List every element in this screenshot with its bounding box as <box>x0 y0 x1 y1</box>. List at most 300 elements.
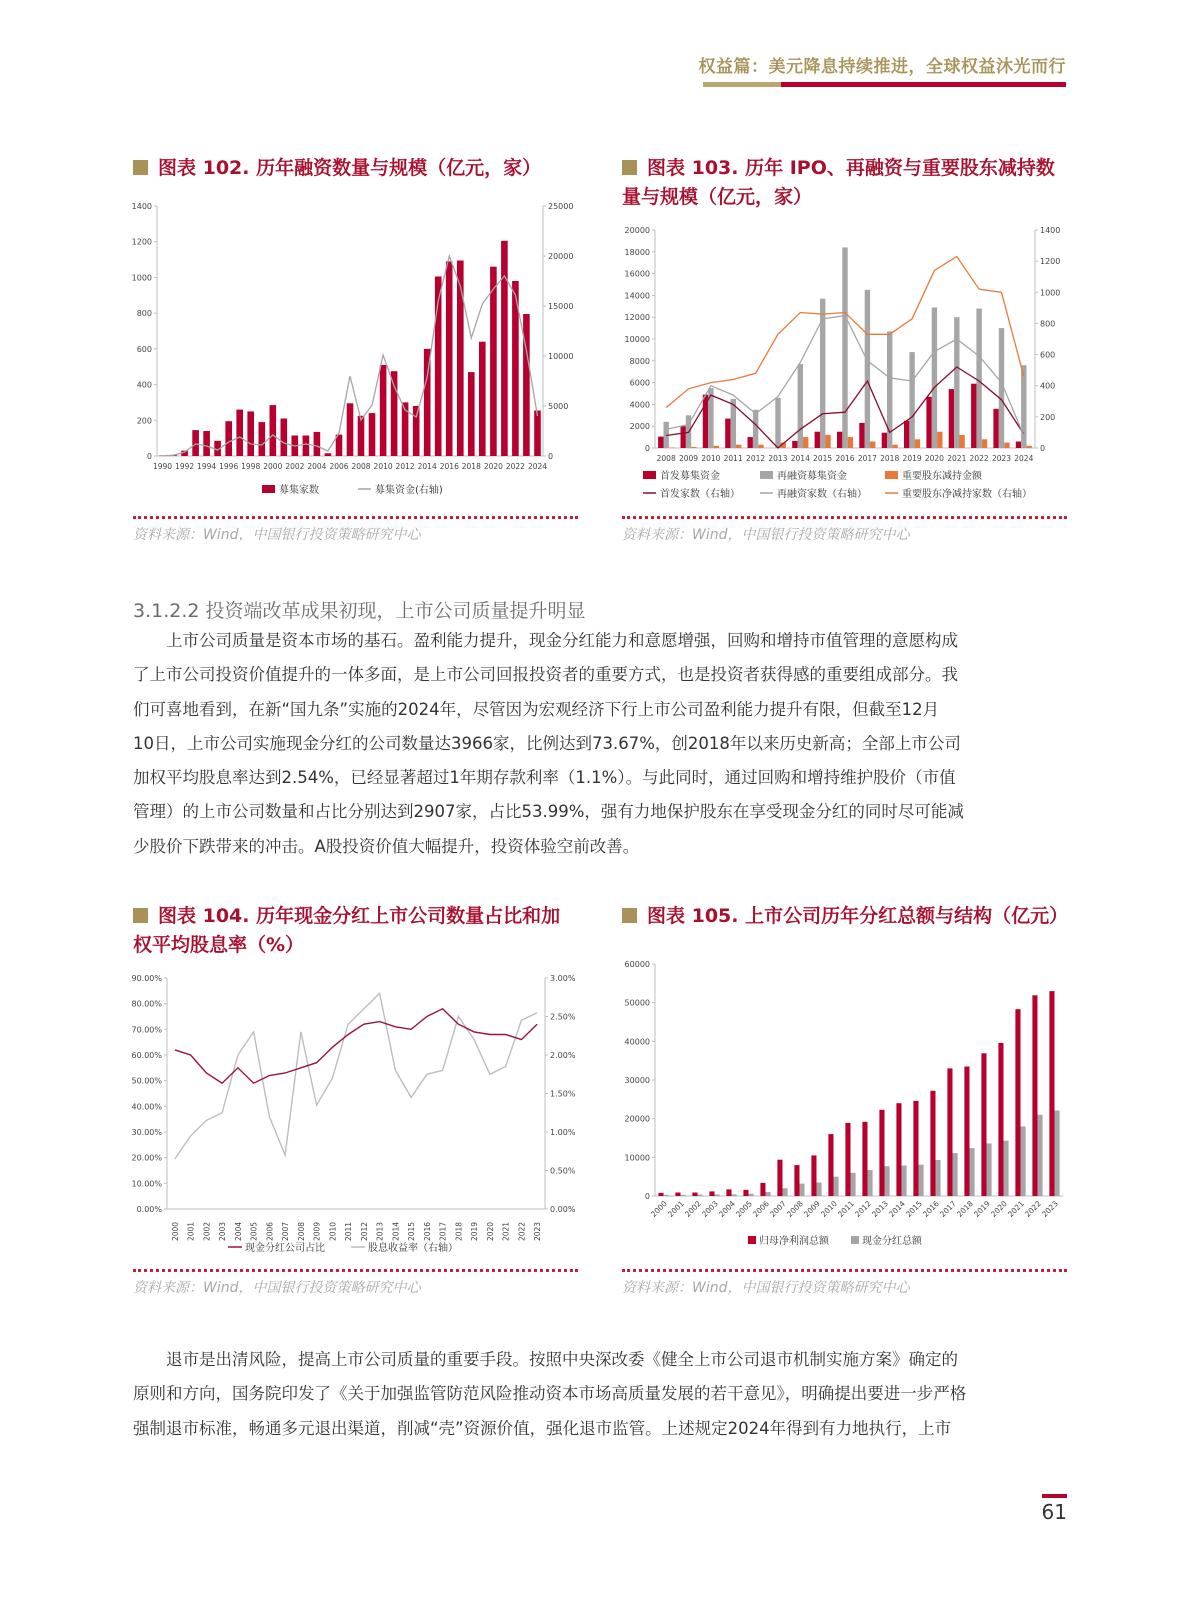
bar-重要股东减持金额 <box>1027 446 1032 448</box>
legend-label: 现金分红公司占比 <box>245 1243 325 1254</box>
paragraph-1 <box>133 624 1068 864</box>
x-tick-label: 2001 <box>666 1199 686 1219</box>
bar-归母净利润总额 <box>862 1122 867 1196</box>
y-tick-label-right: 800 <box>1040 319 1056 329</box>
y-tick-label: 40000 <box>624 1037 650 1047</box>
y-tick-label-right: 10000 <box>548 352 574 361</box>
x-tick-label: 2020 <box>485 1221 495 1241</box>
y-tick-label-right: 1.50% <box>550 1089 576 1099</box>
y-tick-label-left: 1200 <box>131 237 152 247</box>
x-tick-label: 2020 <box>989 1199 1009 1219</box>
y-tick-label-left: 10000 <box>624 335 650 344</box>
bar-归母净利润总额 <box>981 1053 986 1196</box>
y-tick-label-right: 15000 <box>548 302 574 311</box>
bar-首发募集资金 <box>904 421 909 448</box>
bar-募集家数 <box>358 416 365 456</box>
bar-现金分红总额 <box>970 1148 975 1196</box>
chart102-title: 图表 102. 历年融资数量与规模（亿元，家） <box>133 154 541 183</box>
bar-归母净利润总额 <box>964 1067 969 1197</box>
x-tick-label: 2020 <box>483 462 503 471</box>
bar-募集家数 <box>380 365 387 456</box>
y-tick-label-right: 0 <box>548 452 554 461</box>
x-tick-label: 2000 <box>170 1221 180 1241</box>
legend-swatch-募集家数 <box>262 485 275 493</box>
chart103 <box>615 220 1070 510</box>
x-tick-label: 2020 <box>924 454 944 463</box>
x-tick-label: 2021 <box>501 1221 511 1241</box>
bar-现金分红总额 <box>919 1165 924 1196</box>
x-tick-label: 2021 <box>947 454 967 463</box>
bar-再融资募集资金 <box>976 309 981 449</box>
bar-首发募集资金 <box>703 395 708 448</box>
bar-重要股东减持金额 <box>803 437 808 448</box>
bar-募集家数 <box>413 406 420 456</box>
bar-募集家数 <box>270 405 277 456</box>
bar-募集家数 <box>479 342 486 456</box>
bar-募集家数 <box>534 411 541 457</box>
y-tick-label-left: 600 <box>136 344 152 354</box>
bar-首发募集资金 <box>1016 442 1021 449</box>
bar-募集家数 <box>192 430 199 456</box>
bar-首发募集资金 <box>882 433 887 448</box>
bar-归母净利润总额 <box>1049 991 1054 1196</box>
bar-再融资募集资金 <box>842 247 847 448</box>
bar-募集家数 <box>457 261 464 457</box>
legend-label: 归母净利润总额 <box>759 1236 829 1247</box>
bar-归母净利润总额 <box>743 1190 748 1196</box>
bar-归母净利润总额 <box>998 1043 1003 1196</box>
bar-现金分红总额 <box>1055 1111 1060 1197</box>
x-tick-label: 2017 <box>938 1199 958 1219</box>
x-tick-label: 2022 <box>505 462 525 471</box>
bar-现金分红总额 <box>987 1143 992 1196</box>
y-tick-label-left: 200 <box>136 416 152 426</box>
bar-重要股东减持金额 <box>982 439 987 448</box>
x-tick-label: 2004 <box>233 1221 243 1241</box>
x-tick-label: 2009 <box>678 454 699 463</box>
x-tick-label: 2023 <box>991 454 1012 463</box>
bar-重要股东减持金额 <box>848 437 853 448</box>
bar-现金分红总额 <box>885 1166 890 1196</box>
bar-募集家数 <box>523 314 530 456</box>
bar-首发募集资金 <box>859 423 864 448</box>
y-tick-label-left: 90.00% <box>131 974 162 983</box>
y-tick-label-right: 0.00% <box>550 1205 576 1214</box>
bar-首发募集资金 <box>993 409 998 448</box>
bar-现金分红总额 <box>732 1194 737 1196</box>
bar-归母净利润总额 <box>709 1191 714 1196</box>
chart102-source: 资料来源：Wind，中国银行投资策略研究中心 <box>133 527 421 543</box>
x-tick-label: 2012 <box>395 462 415 471</box>
bar-首发募集资金 <box>837 432 842 448</box>
x-tick-label: 2012 <box>746 454 766 463</box>
y-tick-label-right: 25000 <box>548 202 574 211</box>
y-tick-label-left: 18000 <box>624 247 650 257</box>
y-tick-label-left: 20.00% <box>131 1153 162 1163</box>
bar-首发募集资金 <box>658 437 663 448</box>
bar-归母净利润总额 <box>811 1155 816 1196</box>
title-marker-icon <box>622 160 637 175</box>
x-tick-label: 1990 <box>152 462 173 471</box>
bar-首发募集资金 <box>926 397 931 448</box>
bar-现金分红总额 <box>1004 1141 1009 1196</box>
legend-swatch <box>643 471 656 479</box>
legend-label: 募集家数 <box>279 485 319 496</box>
bar-募集家数 <box>391 371 398 456</box>
bar-归母净利润总额 <box>675 1193 680 1197</box>
bar-再融资募集资金 <box>1021 365 1026 448</box>
paragraph-line: 加权平均股息率达到2.54%，已经显著超过1年期存款利率（1.1%）。与此同时，通过回购和增持维护股价（市值 <box>133 768 956 788</box>
x-tick-label: 2000 <box>649 1199 669 1219</box>
legend-swatch <box>760 471 773 479</box>
bar-现金分红总额 <box>936 1160 941 1196</box>
x-tick-label: 2015 <box>813 454 833 463</box>
x-tick-label: 2012 <box>853 1199 873 1219</box>
x-tick-label: 2010 <box>701 454 721 463</box>
chart105 <box>615 955 1070 1255</box>
x-tick-label: 2017 <box>857 454 877 463</box>
bar-归母净利润总额 <box>1015 1009 1020 1196</box>
paragraph-line: 原则和方向，国务院印发了《关于加强监管防范风险推动资本市场高质量发展的若干意见》，明确提出要进一步严格 <box>133 1384 967 1404</box>
x-tick-label: 1996 <box>219 462 239 471</box>
line-现金分红公司占比 <box>175 1009 537 1083</box>
bar-重要股东减持金额 <box>714 446 719 448</box>
x-tick-label: 2008 <box>351 462 371 471</box>
bar-现金分红总额 <box>664 1195 669 1196</box>
y-tick-label: 20000 <box>624 1114 650 1124</box>
legend-label: 再融资募集资金 <box>777 471 847 482</box>
bar-募集家数 <box>203 431 210 456</box>
x-tick-label: 2006 <box>751 1199 771 1219</box>
x-tick-label: 2010 <box>819 1199 839 1219</box>
x-tick-label: 2014 <box>790 454 810 463</box>
bar-现金分红总额 <box>851 1173 856 1196</box>
y-tick-label-right: 2.00% <box>550 1051 576 1060</box>
y-tick-label-right: 0 <box>1040 444 1046 453</box>
x-tick-label: 2016 <box>835 454 855 463</box>
y-tick-label-right: 1.00% <box>550 1128 576 1137</box>
bar-现金分红总额 <box>953 1153 958 1196</box>
y-tick-label-left: 80.00% <box>131 999 162 1009</box>
bar-募集家数 <box>281 419 288 457</box>
bar-归母净利润总额 <box>896 1103 901 1196</box>
bar-重要股东减持金额 <box>1004 443 1009 448</box>
bar-首发募集资金 <box>792 441 797 448</box>
x-tick-label: 2023 <box>1040 1199 1060 1219</box>
bar-首发募集资金 <box>681 426 686 448</box>
y-tick-label: 0 <box>644 1192 650 1201</box>
x-tick-label: 2014 <box>887 1199 907 1219</box>
x-tick-label: 2003 <box>700 1199 720 1219</box>
bar-重要股东减持金额 <box>736 445 741 448</box>
bar-再融资募集资金 <box>954 317 959 448</box>
x-tick-label: 2024 <box>527 462 548 471</box>
x-tick-label: 2006 <box>265 1221 275 1241</box>
x-tick-label: 2022 <box>517 1221 527 1241</box>
bar-募集家数 <box>468 372 475 456</box>
bar-现金分红总额 <box>1038 1115 1043 1196</box>
bar-募集家数 <box>236 410 243 456</box>
legend-swatch <box>748 1236 756 1244</box>
bar-重要股东减持金额 <box>915 439 920 448</box>
y-tick-label-left: 70.00% <box>131 1025 162 1035</box>
legend-label: 首发募集资金 <box>660 471 720 482</box>
bar-归母净利润总额 <box>913 1101 918 1196</box>
bar-募集家数 <box>303 436 310 457</box>
x-tick-label: 2008 <box>296 1221 306 1241</box>
y-tick-label-left: 1000 <box>131 273 152 283</box>
y-tick-label: 60000 <box>624 960 650 969</box>
bar-现金分红总额 <box>698 1195 703 1196</box>
y-tick-label: 50000 <box>624 998 650 1008</box>
x-tick-label: 1994 <box>197 462 217 471</box>
bar-募集家数 <box>225 421 232 456</box>
bar-首发募集资金 <box>725 419 730 448</box>
y-tick-label-left: 0.00% <box>136 1205 162 1214</box>
bar-募集家数 <box>446 261 453 456</box>
paragraph-line: 强制退市标准，畅通多元退出渠道，削减“壳”资源价值，强化退市监管。上述规定2024年得到有力地执行，上市 <box>133 1418 952 1438</box>
bar-重要股东减持金额 <box>892 445 897 448</box>
x-tick-label: 2004 <box>307 462 327 471</box>
y-tick-label: 10000 <box>624 1153 650 1163</box>
x-tick-label: 2010 <box>328 1221 338 1241</box>
bar-现金分红总额 <box>681 1195 686 1196</box>
chart104-title: 图表 104. 历年现金分红上市公司数量占比和加 权平均股息率（%） <box>133 905 561 956</box>
y-tick-label-left: 40.00% <box>131 1102 162 1112</box>
y-tick-label-left: 0 <box>644 444 650 453</box>
chart104 <box>125 968 585 1263</box>
bar-归母净利润总额 <box>1032 995 1037 1196</box>
paragraph-line: 了上市公司投资价值提升的一体多面，是上市公司回报投资者的重要方式，也是投资者获得感的重要组成部分。我 <box>133 665 958 685</box>
x-tick-label: 2021 <box>1006 1199 1026 1219</box>
bar-再融资募集资金 <box>798 364 803 448</box>
y-tick-label-left: 6000 <box>629 378 650 388</box>
x-tick-label: 2006 <box>329 462 349 471</box>
x-tick-label: 1992 <box>175 462 195 471</box>
x-tick-label: 2024 <box>1014 454 1034 463</box>
x-tick-label: 1998 <box>241 462 261 471</box>
x-tick-label: 2015 <box>407 1221 417 1241</box>
bar-归母净利润总额 <box>658 1193 663 1196</box>
bar-募集家数 <box>259 422 266 456</box>
title-marker-icon <box>622 908 637 923</box>
x-tick-label: 2010 <box>373 462 393 471</box>
chart104-divider <box>133 1269 578 1272</box>
y-tick-label-left: 50.00% <box>131 1076 162 1086</box>
bar-再融资募集资金 <box>753 410 758 448</box>
paragraph-line: 退市是出清风险，提高上市公司质量的重要手段。按照中央深改委《健全上市公司退市机制实施方案》确定的 <box>166 1350 958 1369</box>
bar-首发募集资金 <box>949 389 954 448</box>
x-tick-label: 2001 <box>186 1221 196 1241</box>
bar-重要股东减持金额 <box>870 442 875 449</box>
header-divider-gold <box>703 82 781 87</box>
x-tick-label: 2018 <box>454 1221 464 1241</box>
bar-归母净利润总额 <box>692 1193 697 1197</box>
y-tick-label-left: 10.00% <box>131 1179 162 1189</box>
legend-swatch <box>851 1236 859 1244</box>
y-tick-label-right: 200 <box>1040 412 1056 422</box>
x-tick-label: 2011 <box>344 1221 354 1241</box>
x-tick-label: 2012 <box>359 1221 369 1241</box>
x-tick-label: 2013 <box>375 1221 385 1241</box>
bar-现金分红总额 <box>766 1192 771 1196</box>
bar-募集家数 <box>369 413 376 456</box>
legend-label: 再融资家数（右轴） <box>777 489 867 500</box>
bar-再融资募集资金 <box>932 307 937 448</box>
bar-重要股东减持金额 <box>825 435 830 448</box>
x-tick-label: 2019 <box>902 454 922 463</box>
x-tick-label: 2018 <box>880 454 900 463</box>
header-title: 权益篇：美元降息持续推进，全球权益沐光而行 <box>698 57 1066 77</box>
bar-归母净利润总额 <box>794 1165 799 1196</box>
bar-首发募集资金 <box>971 384 976 448</box>
bar-现金分红总额 <box>800 1184 805 1196</box>
x-tick-label: 2015 <box>904 1199 924 1219</box>
bar-重要股东减持金额 <box>669 448 674 449</box>
bar-现金分红总额 <box>1021 1126 1026 1196</box>
x-tick-label: 2014 <box>391 1221 401 1241</box>
bar-募集家数 <box>347 403 354 456</box>
bar-现金分红总额 <box>749 1194 754 1196</box>
x-tick-label: 2016 <box>439 462 459 471</box>
paragraph-line: 10日，上市公司实施现金分红的公司数量达3966家，比例达到73.67%，创2018年以来历史新高；全部上市公司 <box>133 733 961 753</box>
x-tick-label: 2005 <box>734 1199 754 1219</box>
bar-归母净利润总额 <box>930 1091 935 1196</box>
y-tick-label-left: 20000 <box>624 226 650 235</box>
bar-重要股东减持金额 <box>758 445 763 448</box>
bar-再融资募集资金 <box>909 352 914 448</box>
x-tick-label: 2002 <box>202 1221 212 1241</box>
bar-现金分红总额 <box>834 1177 839 1196</box>
y-tick-label-right: 400 <box>1040 381 1056 391</box>
legend-label: 重要股东减持金额 <box>902 471 982 482</box>
bar-现金分红总额 <box>715 1195 720 1197</box>
x-tick-label: 2022 <box>969 454 989 463</box>
bar-募集家数 <box>490 267 497 456</box>
y-tick-label-right: 5000 <box>548 402 569 411</box>
bar-归母净利润总额 <box>828 1134 833 1196</box>
bar-归母净利润总额 <box>777 1160 782 1196</box>
x-tick-label: 2023 <box>533 1221 543 1241</box>
x-tick-label: 2019 <box>972 1199 992 1219</box>
y-tick-label-left: 14000 <box>624 291 650 301</box>
chart105-source: 资料来源：Wind，中国银行投资策略研究中心 <box>622 1280 910 1296</box>
legend-swatch <box>885 471 898 479</box>
x-tick-label: 2009 <box>312 1221 322 1241</box>
chart103-title: 图表 103. 历年 IPO、再融资与重要股东减持数 量与规模（亿元，家） <box>622 157 1055 208</box>
bar-归母净利润总额 <box>726 1189 731 1196</box>
bar-募集家数 <box>325 453 332 456</box>
chart103-divider <box>622 516 1067 519</box>
y-tick-label-left: 0 <box>146 452 152 461</box>
y-tick-label: 30000 <box>624 1076 650 1085</box>
y-tick-label-left: 800 <box>136 309 152 319</box>
x-tick-label: 2017 <box>438 1221 448 1241</box>
x-tick-label: 2018 <box>955 1199 975 1219</box>
x-tick-label: 2008 <box>656 454 676 463</box>
page-number: 61 <box>1041 1500 1067 1524</box>
bar-重要股东减持金额 <box>959 435 964 448</box>
chart102-divider <box>133 516 578 519</box>
bar-归母净利润总额 <box>947 1068 952 1196</box>
x-tick-label: 2014 <box>417 462 437 471</box>
bar-重要股东减持金额 <box>691 447 696 448</box>
x-tick-label: 2002 <box>683 1199 703 1219</box>
x-tick-label: 2004 <box>717 1199 737 1219</box>
bar-再融资募集资金 <box>775 398 780 448</box>
y-tick-label-left: 4000 <box>629 400 650 410</box>
x-tick-label: 2016 <box>422 1221 432 1241</box>
x-tick-label: 2013 <box>870 1199 890 1219</box>
chart105-title: 图表 105. 上市公司历年分红总额与结构（亿元） <box>622 902 1068 931</box>
bar-再融资募集资金 <box>865 290 870 448</box>
x-tick-label: 2002 <box>285 462 305 471</box>
bar-重要股东减持金额 <box>937 432 942 448</box>
chart105-divider <box>622 1269 1067 1272</box>
x-tick-label: 2009 <box>802 1199 822 1219</box>
y-tick-label-right: 1000 <box>1040 288 1061 298</box>
bar-现金分红总额 <box>783 1188 788 1196</box>
x-tick-label: 2007 <box>768 1199 788 1219</box>
y-tick-label-left: 30.00% <box>131 1128 162 1137</box>
x-tick-label: 2019 <box>470 1221 480 1241</box>
header-divider-red <box>781 82 1066 87</box>
legend-label: 现金分红总额 <box>862 1236 922 1247</box>
y-tick-label-left: 8000 <box>629 356 650 366</box>
y-tick-label-right: 0.50% <box>550 1166 576 1176</box>
y-tick-label-right: 2.50% <box>550 1012 576 1022</box>
y-tick-label-right: 3.00% <box>550 974 576 983</box>
y-tick-label-left: 2000 <box>629 422 650 432</box>
y-tick-label-left: 60.00% <box>131 1051 162 1060</box>
x-tick-label: 2003 <box>218 1221 228 1241</box>
y-tick-label-left: 16000 <box>624 269 650 279</box>
paragraph-line: 少股价下跌带来的冲击。A股投资价值大幅提升，投资体验空前改善。 <box>133 836 640 856</box>
y-tick-label-right: 20000 <box>548 252 574 261</box>
bar-归母净利润总额 <box>760 1183 765 1196</box>
y-tick-label-left: 12000 <box>624 313 650 323</box>
bar-现金分红总额 <box>902 1166 907 1197</box>
chart102 <box>125 192 585 512</box>
legend-label: 募集资金(右轴) <box>375 485 443 496</box>
paragraph-line: 们可喜地看到，在新“国九条”实施的2024年，尽管因为宏观经济下行上市公司盈利能力提升有限，但截至12月 <box>133 699 940 719</box>
x-tick-label: 2008 <box>785 1199 805 1219</box>
bar-募集家数 <box>314 432 321 456</box>
title-marker-icon <box>133 160 148 175</box>
legend-label: 重要股东净减持家数（右轴） <box>902 489 1032 500</box>
paragraph-2 <box>133 1343 1068 1446</box>
y-tick-label-right: 1200 <box>1040 257 1061 267</box>
x-tick-label: 2005 <box>249 1221 259 1241</box>
x-tick-label: 2018 <box>461 462 481 471</box>
y-tick-label-right: 1400 <box>1040 226 1061 235</box>
chart103-source: 资料来源：Wind，中国银行投资策略研究中心 <box>622 527 910 543</box>
bar-首发募集资金 <box>815 432 820 448</box>
bar-归母净利润总额 <box>879 1110 884 1196</box>
bar-现金分红总额 <box>868 1170 873 1196</box>
bar-募集家数 <box>501 241 508 456</box>
x-tick-label: 2013 <box>768 454 788 463</box>
x-tick-label: 2007 <box>281 1221 291 1241</box>
x-tick-label: 2016 <box>921 1199 941 1219</box>
legend-label: 股息收益率（右轴） <box>368 1243 458 1254</box>
legend-label: 首发家数（右轴） <box>660 489 740 500</box>
bar-现金分红总额 <box>817 1183 822 1197</box>
x-tick-label: 2011 <box>836 1199 856 1219</box>
y-tick-label-right: 600 <box>1040 350 1056 360</box>
x-tick-label: 2000 <box>263 462 283 471</box>
bar-募集家数 <box>247 411 254 456</box>
